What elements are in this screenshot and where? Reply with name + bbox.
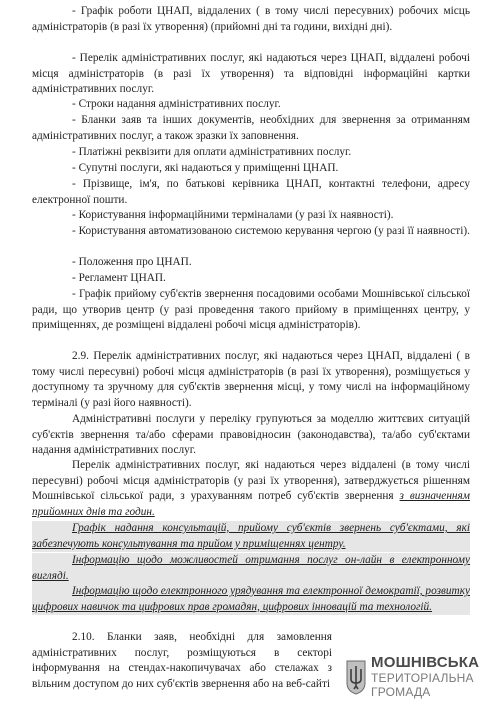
- trident-crest-icon: [345, 659, 367, 695]
- paragraph-15: [32, 458, 470, 520]
- paragraph-2: - Перелік адміністративних послуг, які надаються через ЦНАП, віддалені робочі місця адміністраторів (в разі їх утворення) та відповідні інформаційні картки адміністративних послуг.: [32, 52, 470, 96]
- paragraph-6: - Супутні послуги, які надаються у приміщенні ЦНАП.: [72, 162, 339, 174]
- paragraph-14: Адміністративні послуги у переліку групуються за моделлю життєвих ситуацій суб'єктів звернення та/або сферами правовідносин (законодавства), та/або суб'єктами надання адміністративних послуг.: [32, 413, 470, 457]
- paragraph-7: - Прізвище, ім'я, по батькові керівника ЦНАП, контактні телефони, адресу електронної пошти.: [32, 178, 470, 206]
- paragraph-11: - Регламент ЦНАП.: [72, 272, 166, 284]
- paragraph-1: - Графік роботи ЦНАП, віддалених ( в тому числі пересувних) робочих місць адміністраторів (в разі їх утворення) (прийомні дні та години, вихідні дні).: [32, 5, 470, 33]
- paragraph-19: 2.10. Бланки заяв, необхідні для замовлення адміністративних послуг, розміщуються в секторі інформування на стендах-накопичувачах або стелажах з вільним доступом до них суб'єктів звернення або на веб-сайті: [32, 631, 332, 690]
- paragraph-4: - Бланки заяв та інших документів, необхідних для звернення за отриманням адміністративних послуг, а також зразки їх заповнення.: [32, 114, 470, 142]
- paragraph-15-text: Перелік адміністративних послуг, які надаються через віддалені (в тому числі пересувні) робочі місця адміністраторів (у разі їх утворення), затверджується рішенням Мошнівської сільської ради, з урахуванням потреб суб'єктів звернення: [32, 459, 470, 503]
- paragraph-18: Інформацію щодо електронного урядування та електронної демократії, розвитку цифрових навичок та цифрових прав громадян, цифрових інновацій та технологій.: [32, 584, 470, 615]
- community-watermark: [345, 655, 495, 703]
- paragraph-15-emphasis: з визначенням прийомних днів та годин.: [32, 490, 470, 518]
- paragraph-10: - Положення про ЦНАП.: [72, 256, 192, 268]
- paragraph-13: 2.9. Перелік адміністративних послуг, які надаються через ЦНАП, віддалені ( в тому числі пересувні) робочі місця адміністраторів (в разі їх утворення), розміщується у доступному та зручному для суб'єктів звернення місці, у тому числі на інформаційному терміналі (у разі його наявності).: [32, 350, 470, 409]
- watermark-line-2: ТЕРИТОРІАЛЬНА: [371, 671, 474, 685]
- paragraph-12: - Графік прийому суб'єктів звернення посадовими особами Мошнівської сільської ради, що утворив центр (у разі проведення такого прийому в приміщеннях центру, у приміщеннях, де розміщені віддалені робочі місця адміністраторів).: [32, 288, 470, 332]
- paragraph-9: - Користування автоматизованою системою керування чергою (у разі її наявності).: [72, 225, 470, 237]
- paragraph-3: - Строки надання адміністративних послуг.: [72, 98, 281, 110]
- paragraph-8: - Користування інформаційними терміналами (у разі їх наявності).: [72, 209, 394, 221]
- paragraph-5: - Платіжні реквізити для оплати адміністративних послуг.: [72, 146, 352, 158]
- watermark-line-1: МОШНІВСЬКА: [371, 654, 480, 671]
- paragraph-16: Графік надання консультацій, прийому суб'єктів звернень суб'єктами, які забезпечують консультування та прийом у приміщеннях центру.: [32, 521, 470, 552]
- paragraph-17: Інформацію щодо можливостей отримання послуг он-лайн в електронному вигляді.: [32, 553, 470, 584]
- watermark-line-3: ГРОМАДА: [371, 685, 431, 699]
